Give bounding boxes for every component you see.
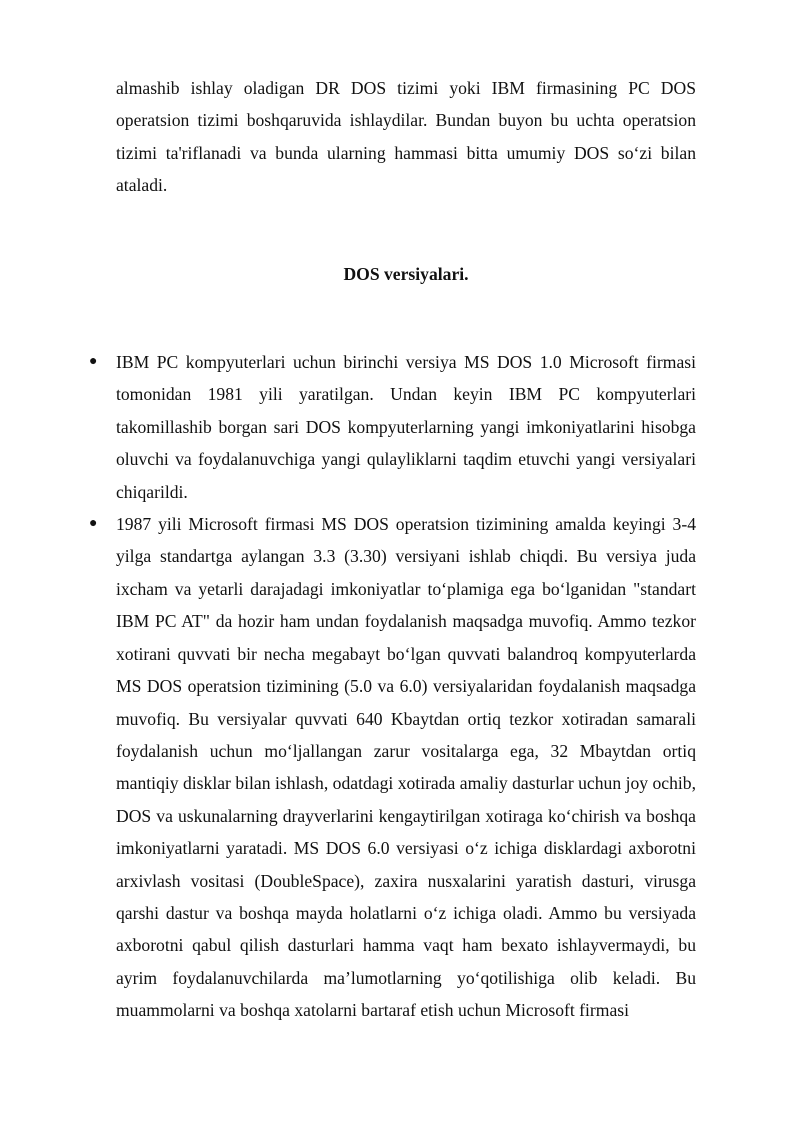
intro-paragraph: almashib ishlay oladigan DR DOS tizimi yoki IBM firmasining PC DOS operatsion tizimi boshqaruvida ishlaydilar. Bundan buyon bu uchta operatsion tizimi ta'riflanadi va bunda ularning hammasi bitta umumiy DOS so‘zi bilan ataladi. — [116, 78, 696, 196]
bullet-item — [89, 346, 696, 508]
bullet-list — [89, 346, 696, 1027]
bullet-item — [89, 508, 696, 1027]
section-heading: DOS versiyalari. — [343, 263, 469, 284]
bullet-text: IBM PC kompyuterlari uchun birinchi versiya MS DOS 1.0 Microsoft firmasi tomonidan 1981 yili yaratilgan. Undan keyin IBM PC kompyuterlari takomillashib borgan sari DOS kompyuterlarning yangi imkoniyatlarini hisobga oluvchi va foydalanuvchiga yangi qulayliklarni taqdim etuvchi yangi versiyalari chiqarildi. — [116, 352, 696, 502]
bullet-icon: ● — [89, 516, 98, 532]
bullet-text: 1987 yili Microsoft firmasi MS DOS operatsion tizimining amalda keyingi 3-4 yilga standartga aylangan 3.3 (3.30) versiyani ishlab chiqdi. Bu versiya juda ixcham va yetarli darajadagi imkoniyatlar to‘plamiga ega bo‘lganidan "standart IBM PC AT" da hozir ham undan foydalanish maqsadga muvofiq. Ammo tezkor xotirani quvvati bir necha megabayt bo‘lgan quvvati balandroq kompyuterlarda MS DOS operatsion tizimining (5.0 va 6.0) versiyalaridan foydalanish maqsadga muvofiq. Bu versiyalar quvvati 640 Kbaytdan ortiq tezkor xotiradan samarali foydalanish uchun mo‘ljallangan zarur vositalarga ega, 32 Mbaytdan ortiq mantiqiy disklar bilan ishlash, odatdagi xotirada amaliy dasturlar uchun joy ochib, DOS va uskunalarning drayverlarini kengaytirilgan xotiraga ko‘chirish va boshqa imkoniyatlarni yaratadi. MS DOS 6.0 versiyasi o‘z ichiga disklardagi axborotni arxivlash vositasi (DoubleSpace), zaxira nusxalarini yaratish dasturi, virusga qarshi dastur va boshqa mayda holatlarni o‘z ichiga oladi. Ammo bu versiyada axborotni qabul qilish dasturlari hamma vaqt ham bexato ishlayvermaydi, bu ayrim foydalanuvchilarda ma’lumotlarning yo‘qotilishiga olib keladi. Bu muammolarni va boshqa xatolarni bartaraf etish uchun Microsoft firmasi — [116, 514, 696, 1021]
document-body — [89, 72, 696, 1027]
bullet-icon: ● — [89, 354, 98, 370]
